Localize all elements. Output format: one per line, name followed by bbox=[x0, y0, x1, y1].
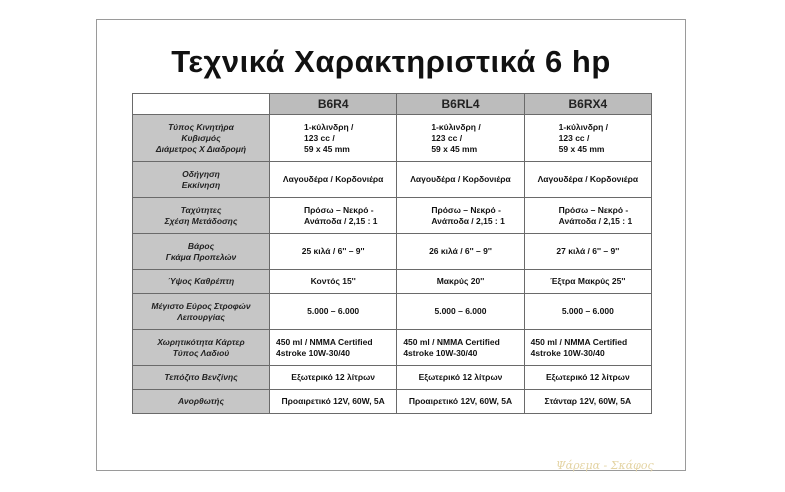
spec-label-line: Ανορθωτής bbox=[178, 396, 224, 406]
spec-value-line: 123 cc / bbox=[304, 132, 335, 143]
spec-value-cell bbox=[397, 366, 524, 390]
spec-value-line: Εξωτερικό 12 λίτρων bbox=[545, 372, 630, 382]
spec-value-line: Προαιρετικό 12V, 60W, 5A bbox=[281, 396, 385, 406]
spec-label-line: Ταχύτητες bbox=[180, 204, 222, 215]
slide bbox=[96, 19, 686, 471]
spec-row bbox=[133, 294, 652, 330]
spec-value-line: 5.000 – 6.000 bbox=[561, 306, 614, 316]
spec-value-cell bbox=[270, 294, 397, 330]
spec-value-cell bbox=[270, 390, 397, 414]
spec-value-cell bbox=[524, 330, 651, 366]
spec-row bbox=[133, 115, 652, 162]
header-corner-cell bbox=[133, 94, 270, 115]
spec-value-line: 4stroke 10W-30/40 bbox=[276, 347, 351, 358]
spec-value-line: 450 ml / NMMA Certified bbox=[276, 336, 373, 347]
spec-value-line: Ανάποδα / 2,15 : 1 bbox=[304, 215, 378, 226]
spec-value-line: Λαγουδέρα / Κορδονιέρα bbox=[410, 174, 511, 184]
spec-value-cell bbox=[397, 270, 524, 294]
spec-label-line: Ύψος Καθρέπτη bbox=[167, 276, 235, 286]
spec-label-cell bbox=[133, 294, 270, 330]
spec-value-cell bbox=[397, 294, 524, 330]
spec-value-line: Ανάποδα / 2,15 : 1 bbox=[431, 215, 505, 226]
spec-value-line: 59 x 45 mm bbox=[558, 143, 605, 154]
model-header-b6r4: B6R4 bbox=[270, 94, 397, 115]
spec-row bbox=[133, 390, 652, 414]
spec-label-cell bbox=[133, 162, 270, 198]
spec-value-line: Στάνταρ 12V, 60W, 5A bbox=[544, 396, 632, 406]
spec-value-line: Εξωτερικό 12 λίτρων bbox=[291, 372, 376, 382]
spec-value-cell bbox=[397, 390, 524, 414]
spec-value-cell bbox=[270, 115, 397, 162]
spec-row bbox=[133, 198, 652, 234]
spec-value-line: 59 x 45 mm bbox=[431, 143, 478, 154]
spec-label-line: Τύπος Κινητήρα bbox=[168, 121, 234, 132]
spec-value-line: Πρόσω – Νεκρό - bbox=[431, 204, 501, 215]
spec-value-line: 5.000 – 6.000 bbox=[307, 306, 360, 316]
spec-value-line: 450 ml / NMMA Certified bbox=[403, 336, 500, 347]
spec-value-cell bbox=[524, 198, 651, 234]
spec-value-cell bbox=[524, 115, 651, 162]
spec-value-cell bbox=[270, 234, 397, 270]
spec-value-line: 26 κιλά / 6'' – 9'' bbox=[429, 246, 492, 256]
spec-row bbox=[133, 234, 652, 270]
spec-label-cell bbox=[133, 270, 270, 294]
spec-value-line: 4stroke 10W-30/40 bbox=[530, 347, 605, 358]
specs-table bbox=[132, 93, 652, 414]
spec-value-line: 450 ml / NMMA Certified bbox=[530, 336, 628, 347]
spec-value-line: Λαγουδέρα / Κορδονιέρα bbox=[282, 174, 384, 184]
spec-value-cell bbox=[397, 115, 524, 162]
spec-value-line: Προαιρετικό 12V, 60W, 5A bbox=[408, 396, 513, 406]
spec-label-line: Οδήγηση bbox=[182, 168, 220, 179]
spec-value-cell bbox=[524, 294, 651, 330]
spec-value-line: 27 κιλά / 6'' – 9'' bbox=[556, 246, 620, 256]
spec-row bbox=[133, 366, 652, 390]
spec-label-line: Γκάμα Προπελών bbox=[165, 251, 237, 262]
spec-label-line: Εκκίνηση bbox=[181, 179, 221, 190]
spec-label-cell bbox=[133, 115, 270, 162]
spec-value-line: Πρόσω – Νεκρό - bbox=[558, 204, 629, 215]
spec-value-line: 123 cc / bbox=[431, 132, 463, 143]
spec-label-cell bbox=[133, 234, 270, 270]
page-title: Τεχνικά Χαρακτηριστικά 6 hp bbox=[171, 44, 611, 79]
spec-value-line: Εξωτερικό 12 λίτρων bbox=[418, 372, 503, 382]
spec-value-line: 123 cc / bbox=[558, 132, 590, 143]
spec-value-line: 4stroke 10W-30/40 bbox=[403, 347, 478, 358]
spec-row bbox=[133, 330, 652, 366]
spec-label-cell bbox=[133, 366, 270, 390]
spec-label-line: Λειτουργίας bbox=[177, 311, 225, 322]
spec-value-cell bbox=[524, 162, 651, 198]
spec-value-cell bbox=[270, 198, 397, 234]
spec-row bbox=[133, 162, 652, 198]
spec-value-cell bbox=[524, 390, 651, 414]
spec-value-cell bbox=[397, 330, 524, 366]
spec-value-cell bbox=[524, 366, 651, 390]
spec-label-line: Διάμετρος Χ Διαδρομή bbox=[155, 143, 247, 154]
spec-value-cell bbox=[397, 234, 524, 270]
spec-value-cell bbox=[524, 234, 651, 270]
spec-value-cell bbox=[270, 330, 397, 366]
spec-value-line: Λαγουδέρα / Κορδονιέρα bbox=[537, 174, 639, 184]
spec-label-line: Τεπόζιτο Βενζίνης bbox=[164, 372, 238, 382]
spec-label-cell bbox=[133, 330, 270, 366]
spec-label-line: Μέγιστο Εύρος Στροφών bbox=[151, 300, 251, 311]
spec-value-cell bbox=[524, 270, 651, 294]
spec-label-line: Σχέση Μετάδοσης bbox=[164, 215, 238, 226]
spec-row bbox=[133, 270, 652, 294]
spec-value-cell bbox=[397, 198, 524, 234]
spec-value-cell bbox=[397, 162, 524, 198]
spec-label-line: Βάρος bbox=[187, 240, 215, 251]
watermark: Ψάρεμα - Σκάφος bbox=[556, 459, 654, 472]
spec-label-cell bbox=[133, 198, 270, 234]
spec-value-cell bbox=[270, 366, 397, 390]
spec-value-line: 5.000 – 6.000 bbox=[434, 306, 487, 316]
spec-value-cell bbox=[270, 162, 397, 198]
spec-label-line: Τύπος Λαδιού bbox=[172, 347, 230, 358]
spec-label-line: Κυβισμός bbox=[181, 132, 221, 143]
spec-value-line: Ανάποδα / 2,15 : 1 bbox=[558, 215, 633, 226]
spec-value-line: Έξτρα Μακρύς 25'' bbox=[550, 276, 626, 286]
spec-value-line: 1-κύλινδρη / bbox=[304, 121, 354, 132]
spec-value-line: 25 κιλά / 6'' – 9'' bbox=[301, 246, 365, 256]
spec-value-line: Μακρύς 20'' bbox=[436, 276, 485, 286]
model-header-b6rl4: B6RL4 bbox=[397, 94, 524, 115]
spec-value-line: Κοντός 15'' bbox=[310, 276, 356, 286]
spec-value-line: 59 x 45 mm bbox=[304, 143, 350, 154]
model-header-b6rx4: B6RX4 bbox=[524, 94, 651, 115]
spec-value-line: 1-κύλινδρη / bbox=[558, 121, 609, 132]
spec-label-cell bbox=[133, 390, 270, 414]
spec-label-line: Χωρητικότητα Κάρτερ bbox=[157, 336, 245, 347]
spec-value-line: Πρόσω – Νεκρό - bbox=[304, 204, 374, 215]
spec-value-cell bbox=[270, 270, 397, 294]
header-row bbox=[133, 94, 652, 115]
spec-value-line: 1-κύλινδρη / bbox=[431, 121, 481, 132]
